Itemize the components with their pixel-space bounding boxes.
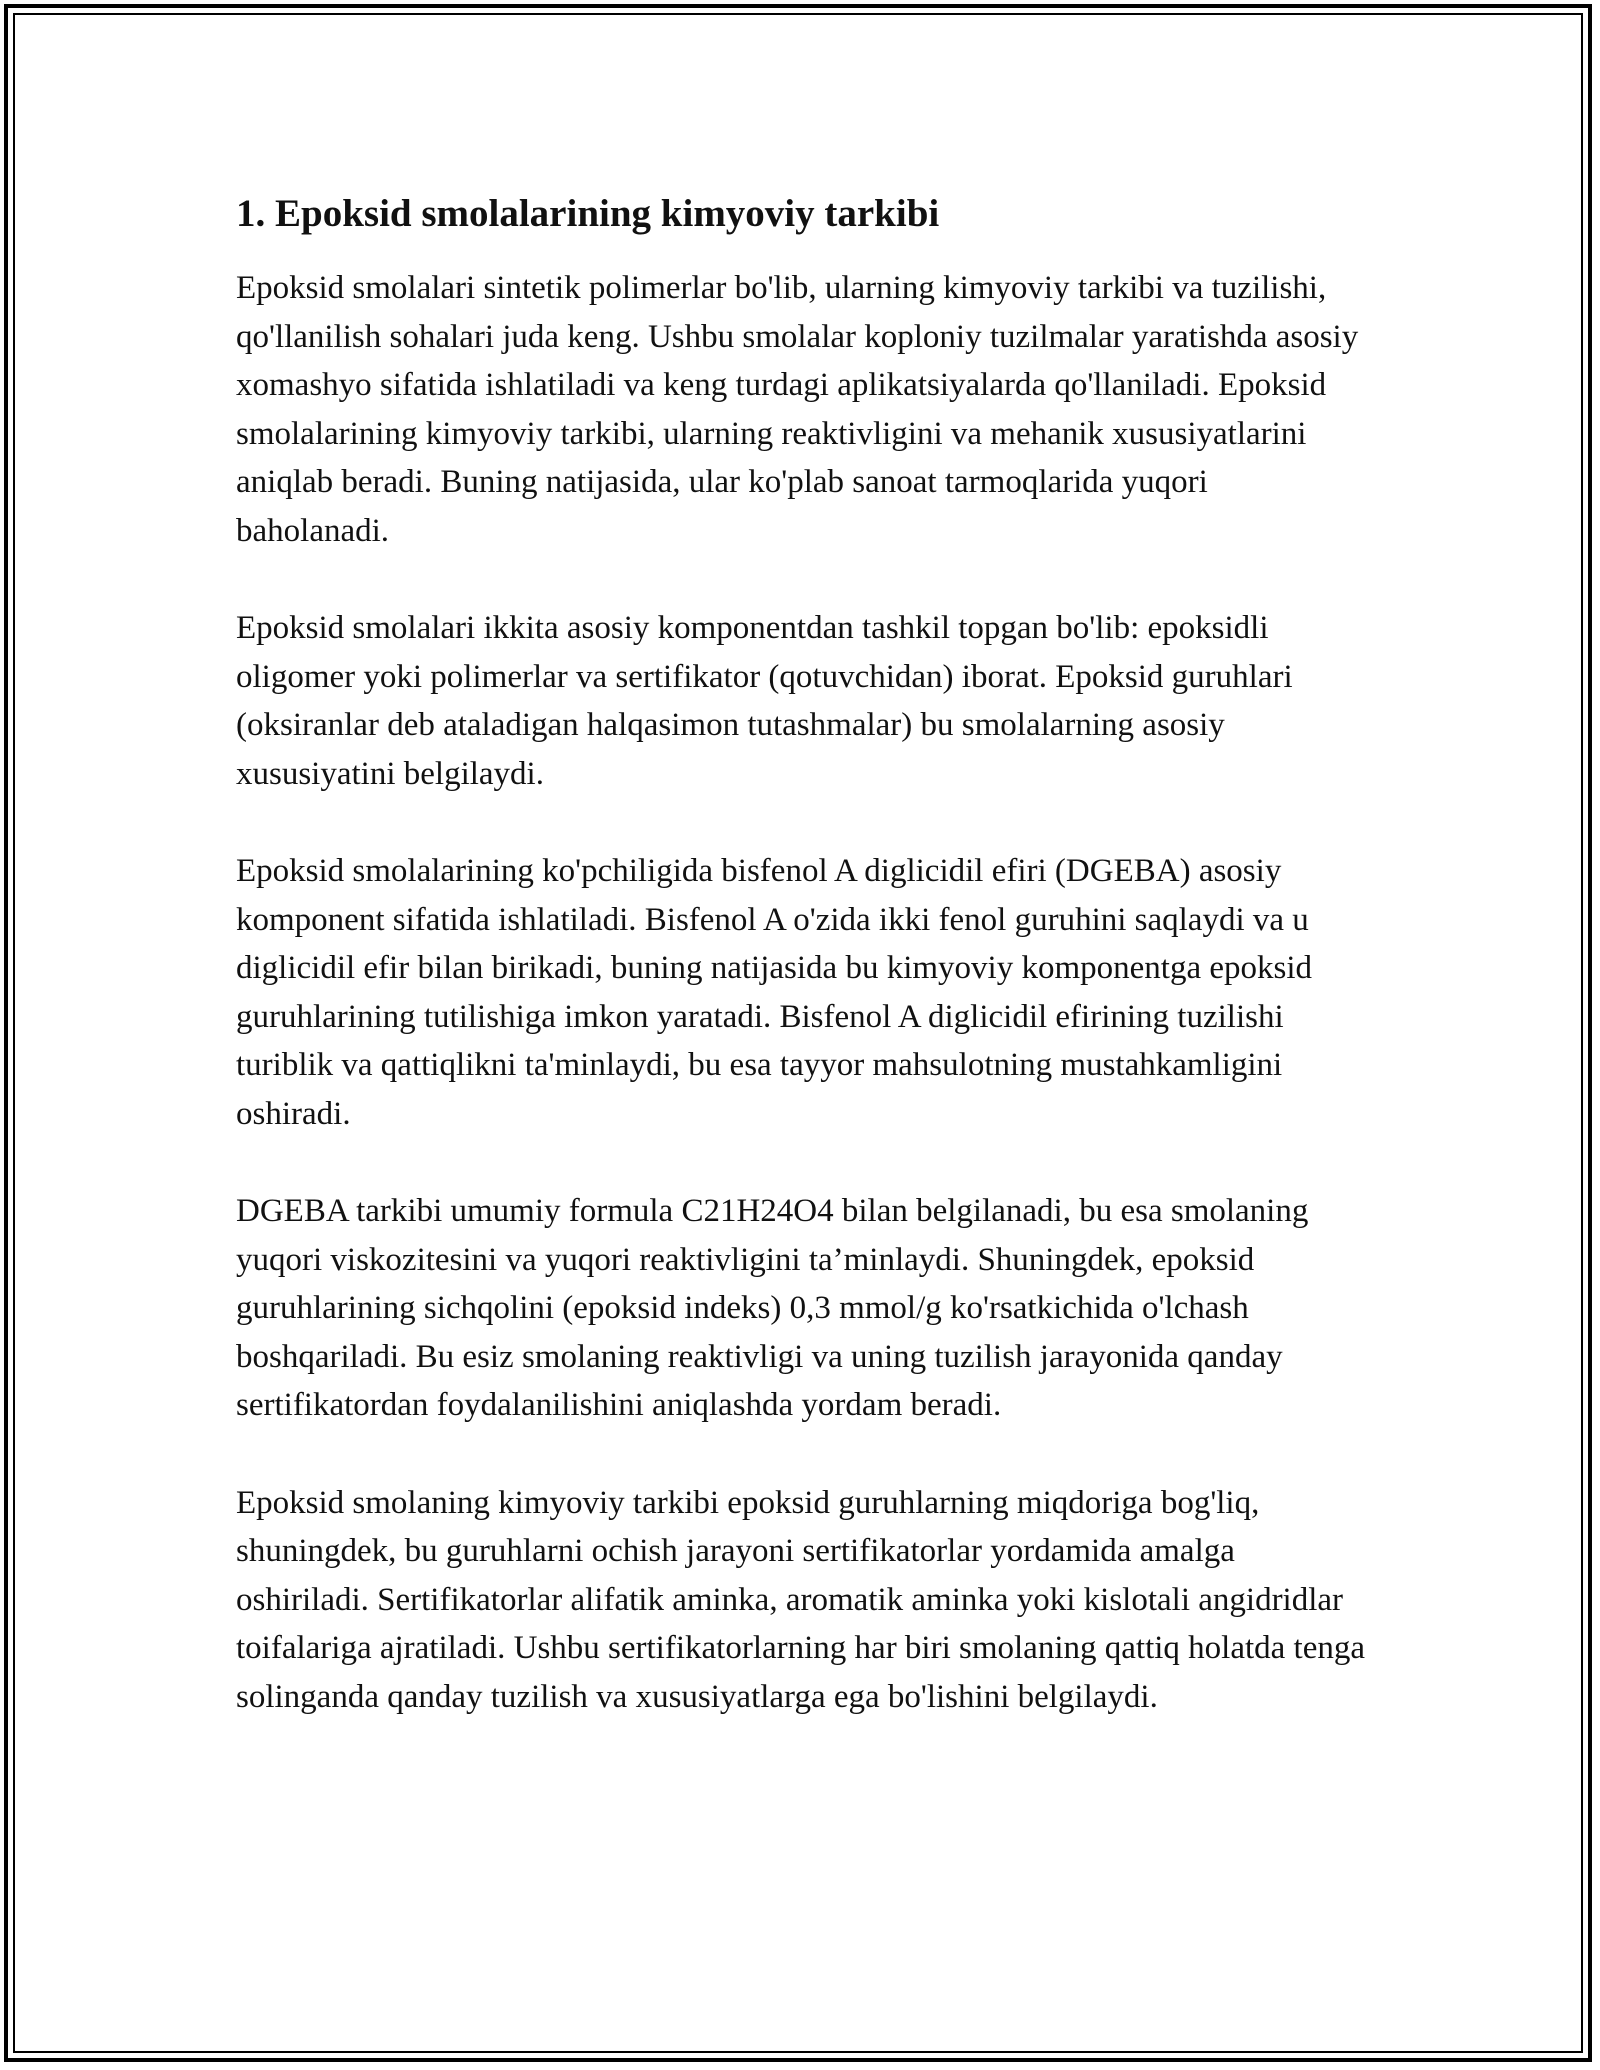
paragraph-5: Epoksid smolaning kimyoviy tarkibi epoksid guruhlarning miqdoriga bog'liq, shuningdek, bu guruhlarni ochish jarayoni sertifikatorlar yordamida amalga oshiriladi. Sertifikatorlar alifatik aminka, aromatik aminka yoki kislotali angidridlar toifalariga ajratiladi. Ushbu sertifikatorlarning har biri smolaning qattiq holatda tenga solinganda qanday tuzilish va xususiyatlarga ega bo'lishini belgilaydi. [236,1484,1365,1715]
paragraph-2: Epoksid smolalari ikkita asosiy komponentdan tashkil topgan bo'lib: epoksidli oligomer yoki polimerlar va sertifikator (qotuvchidan) iborat. Epoksid guruhlari (oksiranlar deb ataladigan halqasimon tutashmalar) bu smolalarning asosiy xususiyatini belgilaydi. [236,610,1293,792]
paragraph-4: DGEBA tarkibi umumiy formula C21H24O4 bilan belgilanadi, bu esa smolaning yuqori viskozitesini va yuqori reaktivligini ta’minlaydi. Shuningdek, epoksid guruhlarining sichqolini (epoksid indeks) 0,3 mmol/g ko'rsatkichida o'lchash boshqariladi. Bu esiz smolaning reaktivligi va uning tuzilish jarayonida qanday sertifikatordan foydalanilishini aniqlashda yordam beradi. [236,1193,1309,1423]
paragraph-1: Epoksid smolalari sintetik polimerlar bo'lib, ularning kimyoviy tarkibi va tuzilishi, qo'llanilish sohalari juda keng. Ushbu smolalar koploniy tuzilmalar yaratishda asosiy xomashyo sifatida ishlatiladi va keng turdagi aplikatsiyalarda qo'llaniladi. Epoksid smolalarining kimyoviy tarkibi, ularning reaktivligini va mehanik xususiyatlarini aniqlab beradi. Buning natijasida, ular ko'plab sanoat tarmoqlarida yuqori baholanadi. [236,270,1359,549]
section-heading: 1. Epoksid smolalarining kimyoviy tarkibi [236,192,940,235]
document-body [236,186,1366,1770]
paragraph-3: Epoksid smolalarining ko'pchiligida bisfenol A diglicidil efiri (DGEBA) asosiy komponent sifatida ishlatiladi. Bisfenol A o'zida ikki fenol guruhini saqlaydi va u diglicidil efir bilan birikadi, buning natijasida bu kimyoviy komponentga epoksid guruhlarining tutilishiga imkon yaratadi. Bisfenol A diglicidil efirining tuzilishi turiblik va qattiqlikni ta'minlaydi, bu esa tayyor mahsulotning mustahkamligini oshiradi. [236,853,1312,1132]
